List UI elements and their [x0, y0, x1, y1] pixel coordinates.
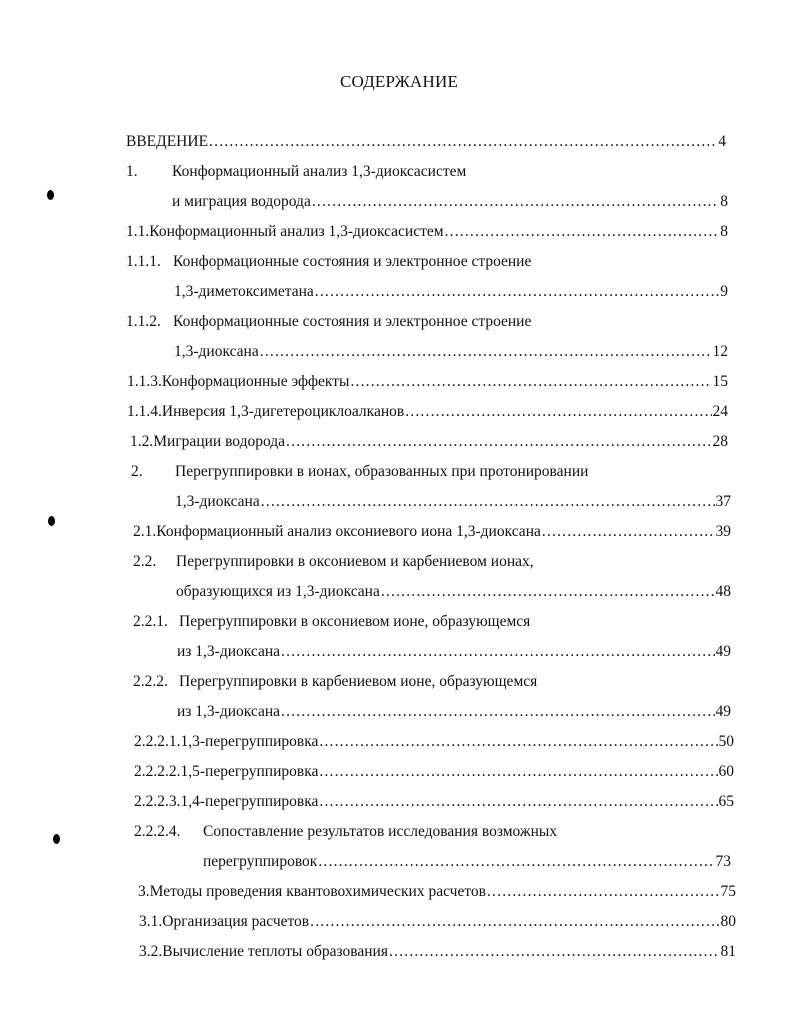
- toc-entry-text: Конформационный анализ 1,3-диоксасистем: [172, 163, 467, 180]
- leader-dots: [260, 342, 712, 362]
- toc-entry-number: 3.: [138, 883, 150, 900]
- toc-entry-number: 1.2.: [130, 433, 154, 450]
- toc-page-number: 81: [720, 943, 736, 960]
- toc-entry-text: 1,3-диметоксиметана: [174, 283, 314, 300]
- toc-page-number: 60: [718, 763, 734, 780]
- toc-entry-number: 2.2.2.: [133, 673, 168, 690]
- toc-entry-2-2-cont: [176, 582, 731, 602]
- toc-entry-number: 2.2.1.: [133, 613, 168, 630]
- leader-dots: [405, 402, 711, 422]
- toc-entry-number: 1.1.2.: [126, 313, 161, 330]
- leader-dots: [319, 792, 717, 812]
- leader-dots: [389, 942, 720, 962]
- toc-entry-1-2: [130, 432, 728, 452]
- leader-dots: [310, 912, 719, 932]
- toc-entry-2-2-2-3: [134, 792, 734, 812]
- toc-entry-number: 2.2.2.3.: [134, 793, 181, 810]
- toc-entry-number: 2.: [131, 463, 143, 480]
- toc-page-number: 50: [718, 733, 734, 750]
- toc-entry-number: 1.1.4.: [127, 403, 162, 420]
- toc-entry-text: Конформационный анализ 1,3-диоксасистем: [149, 223, 444, 240]
- toc-entry-text: Миграции водорода: [153, 433, 286, 450]
- toc-entry-text: из 1,3-диоксана: [177, 703, 281, 720]
- leader-dots: [281, 702, 714, 722]
- toc-entry-text: Сопоставление результатов исследования возможных: [203, 823, 558, 840]
- toc-entry-number: 2.2.2.1.: [134, 733, 181, 750]
- toc-entry-2-2-2-1: [134, 732, 734, 752]
- toc-entry-text: Конформационные состояния и электронное строение: [173, 253, 532, 270]
- toc-entry-text: 1,3-диоксана: [174, 343, 259, 360]
- toc-entry-text: и миграция водорода: [172, 193, 311, 210]
- toc-page-number: 65: [718, 793, 734, 810]
- toc-entry-1-1-1-cont: [174, 282, 728, 302]
- toc-entry-3-1: [139, 912, 736, 932]
- toc-entry-text: 1,5-перегруппировка: [180, 763, 319, 780]
- toc-entry-text: 1,4-перегруппировка: [180, 793, 319, 810]
- toc-page-number: 75: [720, 883, 736, 900]
- leader-dots: [315, 282, 720, 302]
- toc-entry-text: Перегруппировки в оксониевом ионе, образующемся: [179, 613, 531, 630]
- toc-entry-2-2-2-2: [134, 762, 734, 782]
- leader-dots: [381, 582, 715, 602]
- toc-entry-text: Перегруппировки в карбениевом ионе, образующемся: [179, 673, 538, 690]
- leader-dots: [281, 642, 714, 662]
- toc-entry-1-1-1: [126, 252, 728, 272]
- toc-entry-number: 3.1.: [139, 913, 163, 930]
- toc-entry-1-1: [126, 222, 728, 242]
- toc-entry-number: 2.1.: [133, 523, 157, 540]
- toc-entry-text: Конформационный анализ оксониевого иона 1,3-диоксана: [156, 523, 541, 540]
- toc-page-number: 28: [712, 433, 728, 450]
- toc-entry-text: образующихся из 1,3-диоксана: [176, 583, 380, 600]
- leader-dots: [350, 372, 711, 392]
- page-title: СОДЕРЖАНИЕ: [339, 72, 459, 91]
- toc-page-number: 24: [712, 403, 728, 420]
- toc-entry-2-2-2-cont: [177, 702, 731, 722]
- toc-entry-text: Вычисление теплоты образования: [162, 943, 388, 960]
- toc-entry-2-2-1-cont: [177, 642, 731, 662]
- toc-entry-text: Перегруппировки в ионах, образованных при протонировании: [175, 463, 589, 480]
- toc-page-number: 9: [720, 283, 728, 300]
- leader-dots: [319, 762, 717, 782]
- toc-page-number: 49: [715, 703, 731, 720]
- toc-entry-intro: [126, 132, 726, 152]
- scan-speck: [47, 190, 54, 200]
- toc-entry-text: Методы проведения квантовохимических расчетов: [149, 883, 486, 900]
- leader-dots: [542, 522, 715, 542]
- leader-dots: [209, 132, 717, 152]
- scan-speck: [48, 516, 55, 526]
- toc-entry-text: 1,3-диоксана: [175, 493, 260, 510]
- toc-entry-number: 1.1.: [126, 223, 150, 240]
- leader-dots: [318, 852, 714, 872]
- toc-page-number: 73: [715, 853, 731, 870]
- toc-entry-1-1-2: [126, 312, 728, 332]
- toc-entry-number: 2.2.2.2.: [134, 763, 181, 780]
- toc-entry-3: [138, 882, 736, 902]
- toc-entry-number: 1.1.3.: [127, 373, 162, 390]
- toc-page-number: 15: [712, 373, 728, 390]
- toc-entry-number: 2.2.2.4.: [134, 823, 181, 840]
- toc-entry-text: Конформационные эффекты: [161, 373, 350, 390]
- toc-page-number: 4: [718, 133, 726, 150]
- toc-entry-2-2-2-4-cont: [203, 852, 731, 872]
- toc-entry-text: Организация расчетов: [162, 913, 310, 930]
- leader-dots: [261, 492, 715, 512]
- toc-entry-text: ВВЕДЕНИЕ: [126, 133, 209, 150]
- toc-entry-2-2-2: [133, 672, 731, 692]
- leader-dots: [286, 432, 711, 452]
- scan-speck: [53, 834, 60, 844]
- toc-page-number: 8: [720, 223, 728, 240]
- toc-entry-number: 1.: [126, 163, 138, 180]
- leader-dots: [487, 882, 720, 902]
- toc-page-number: 8: [720, 193, 728, 210]
- leader-dots: [319, 732, 717, 752]
- toc-entry-1: [126, 162, 726, 182]
- toc-entry-1-1-4: [127, 402, 728, 422]
- toc-entry-2-cont: [175, 492, 731, 512]
- toc-entry-2-2-2-4: [134, 822, 734, 842]
- toc-entry-1-1-3: [127, 372, 728, 392]
- toc-page-number: 37: [715, 493, 731, 510]
- toc-entry-2-2: [133, 552, 731, 572]
- toc-entry-3-2: [139, 942, 736, 962]
- toc-entry-text: Инверсия 1,3-дигетероциклоалканов: [161, 403, 405, 420]
- toc-entry-2-1: [133, 522, 731, 542]
- leader-dots: [445, 222, 720, 242]
- toc-entry-1-cont: [172, 192, 728, 212]
- toc-entry-text: Перегруппировки в оксониевом и карбениевом ионах,: [176, 553, 534, 570]
- toc-page-number: 39: [715, 523, 731, 540]
- toc-entry-text: перегруппировок: [203, 853, 318, 870]
- toc-entry-text: из 1,3-диоксана: [177, 643, 281, 660]
- leader-dots: [312, 192, 719, 212]
- toc-entry-2-2-1: [133, 612, 731, 632]
- toc-entry-2: [131, 462, 731, 482]
- toc-entry-number: 2.2.: [133, 553, 157, 570]
- toc-entry-text: 1,3-перегруппировка: [180, 733, 319, 750]
- toc-page-number: 48: [715, 583, 731, 600]
- toc-entry-number: 3.2.: [139, 943, 163, 960]
- toc-page-number: 80: [720, 913, 736, 930]
- toc-entry-text: Конформационные состояния и электронное строение: [173, 313, 532, 330]
- toc-entry-1-1-2-cont: [174, 342, 728, 362]
- toc-entry-number: 1.1.1.: [126, 253, 161, 270]
- toc-page-number: 49: [715, 643, 731, 660]
- toc-page-number: 12: [712, 343, 728, 360]
